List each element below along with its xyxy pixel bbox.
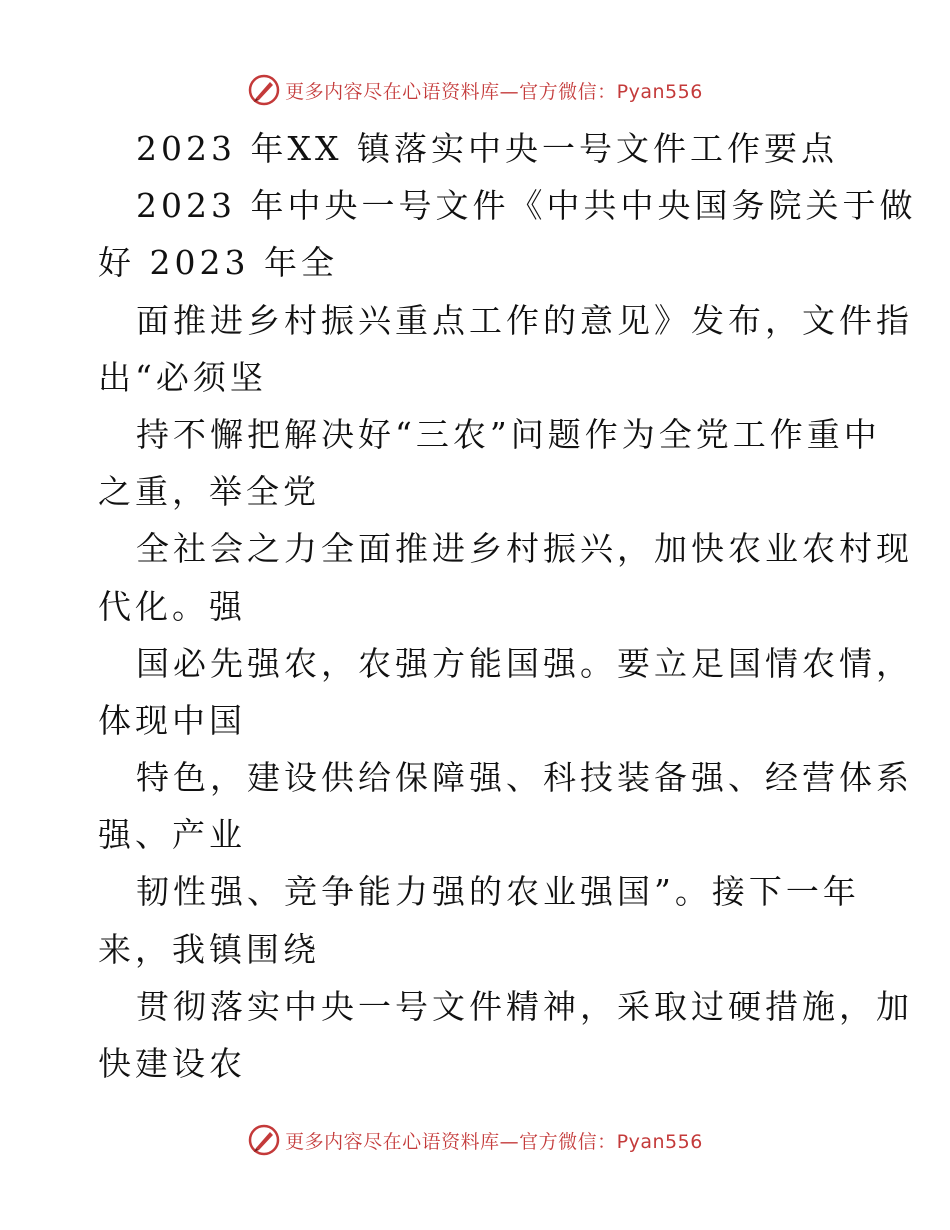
paragraph-line: 贯彻落实中央一号文件精神，采取过硬措施，加	[136, 986, 913, 1026]
paragraph-line: 出“必须坚	[98, 357, 267, 397]
paragraph-line: 韧性强、竞争能力强的农业强国”。接下一年	[136, 872, 860, 912]
quill-pen-logo-icon	[247, 1123, 281, 1157]
paragraph-line: 来，我镇围绕	[98, 929, 320, 969]
paragraph-line: 之重，举全党	[98, 472, 320, 512]
paragraph-line: 好 2023 年全	[98, 243, 338, 283]
paragraph-line: 持不懈把解决好“三农”问题作为全党工作重中	[136, 414, 881, 454]
header-watermark	[0, 70, 950, 110]
document-body	[98, 120, 917, 1092]
paragraph-line: 体现中国	[98, 700, 246, 740]
paragraph-line: 特色，建设供给保障强、科技装备强、经营体系	[136, 758, 913, 798]
document-title: 2023 年XX 镇落实中央一号文件工作要点	[136, 129, 838, 168]
watermark-text: 更多内容尽在心语资料库—官方微信：Pyan556	[285, 80, 703, 103]
paragraph-line: 快建设农	[98, 1044, 246, 1083]
paragraph-line: 全社会之力全面推进乡村振兴，加快农业农村现	[136, 529, 913, 569]
paragraph-line: 代化。强	[98, 586, 246, 626]
watermark-text: 更多内容尽在心语资料库—官方微信：Pyan556	[285, 1130, 703, 1153]
paragraph-line: 2023 年中央一号文件《中共中央国务院关于做	[136, 186, 917, 226]
paragraph-line: 国必先强农，农强方能国强。要立足国情农情，	[136, 643, 913, 683]
quill-pen-logo-icon	[247, 73, 281, 107]
footer-watermark	[0, 1120, 950, 1160]
paragraph-line: 强、产业	[98, 815, 246, 855]
paragraph-line: 面推进乡村振兴重点工作的意见》发布，文件指	[136, 300, 913, 340]
